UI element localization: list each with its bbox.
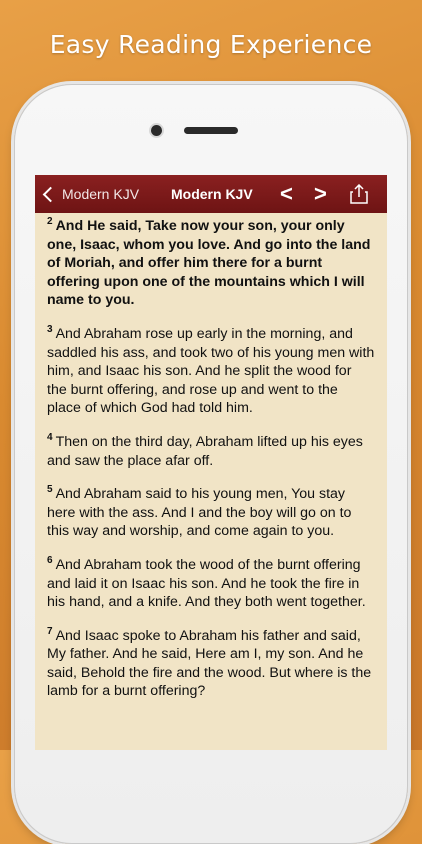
verse[interactable] <box>47 627 375 701</box>
app-screen <box>35 175 387 750</box>
verse-number: 7 <box>47 625 53 637</box>
chevron-left-icon <box>43 187 59 203</box>
verse-number: 5 <box>47 484 53 496</box>
back-button[interactable] <box>45 175 139 213</box>
headline: Easy Reading Experience <box>49 30 373 59</box>
verse-number: 6 <box>47 555 53 567</box>
back-button-label: Modern KJV <box>62 186 140 202</box>
verse-text: And Isaac spoke to Abraham his father and said, My father. And he said, Here am I, my son. And he said, Behold the fire and the wood. But where is the lamb for a burnt offering? <box>47 627 372 700</box>
verse[interactable] <box>47 217 375 310</box>
verse[interactable] <box>47 485 375 541</box>
verse-text: And Abraham took the wood of the burnt offering and laid it on Isaac his son. And he took the fire in his hand, and a knife. And they both went together. <box>47 556 366 611</box>
verse-text: And Abraham said to his young men, You stay here with the ass. And I and the boy will go on to this way and worship, and come again to you. <box>47 486 352 540</box>
verse-text: And He said, Take now your son, your only one, Isaac, whom you love. And go into the land of Moriah, and offer him there for a burnt offering upon one of the mountains which I will name to you. <box>47 218 371 309</box>
navigation-bar <box>35 175 387 213</box>
verse[interactable] <box>47 325 375 418</box>
verse-text: Then on the third day, Abraham lifted up his eyes and saw the place afar off. <box>47 433 363 469</box>
verse-number: 3 <box>47 324 53 336</box>
verse-number: 4 <box>47 432 53 444</box>
previous-chapter-button[interactable]: < <box>280 181 293 206</box>
verse[interactable] <box>47 433 375 470</box>
speaker <box>184 127 238 134</box>
share-icon[interactable] <box>350 184 368 204</box>
camera <box>151 125 162 136</box>
next-chapter-button[interactable]: > <box>314 181 327 206</box>
scripture-text <box>47 217 375 716</box>
verse-number: 2 <box>47 216 53 228</box>
nav-title: Modern KJV <box>171 186 253 202</box>
verse[interactable] <box>47 556 375 612</box>
verse-text: And Abraham rose up early in the morning, and saddled his ass, and took two of his young men with him, and Isaac his son. And he split the wood for the burnt offering, and rose up and went to the place of which God had told him. <box>47 325 375 417</box>
